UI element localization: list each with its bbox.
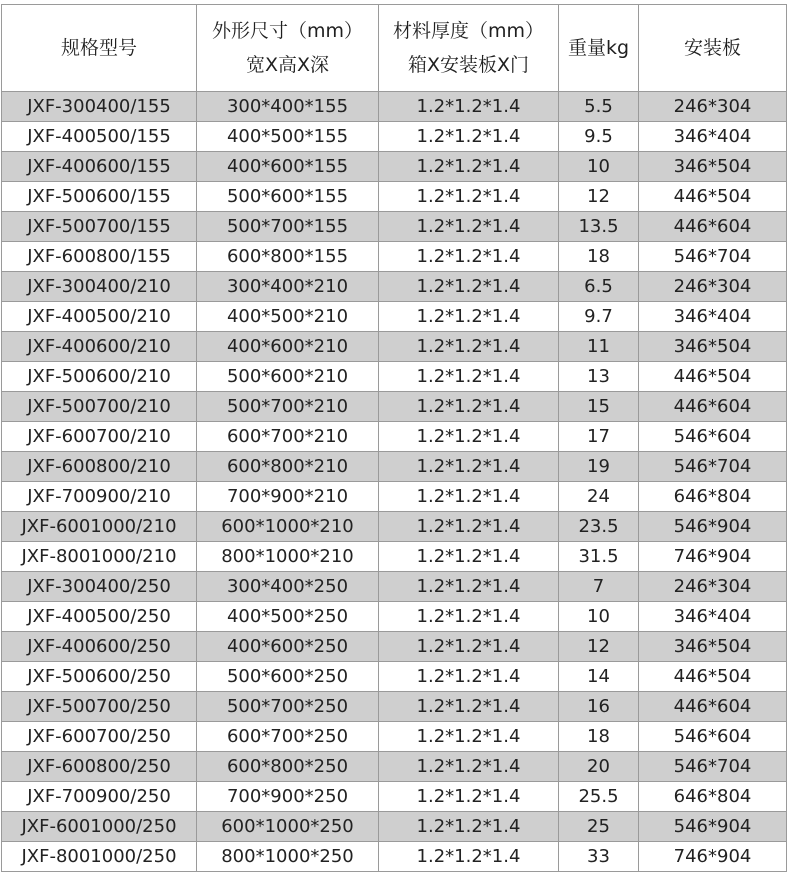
spec-table <box>1 4 787 872</box>
cell-model: JXF-600800/155 <box>2 242 197 272</box>
cell-plate: 446*504 <box>639 662 787 692</box>
table-row <box>2 632 787 662</box>
table-row <box>2 122 787 152</box>
cell-model: JXF-400500/155 <box>2 122 197 152</box>
cell-plate: 446*604 <box>639 212 787 242</box>
cell-size: 500*600*250 <box>197 662 379 692</box>
cell-model: JXF-500700/155 <box>2 212 197 242</box>
cell-weight: 24 <box>559 482 639 512</box>
cell-weight: 18 <box>559 722 639 752</box>
cell-plate: 346*404 <box>639 602 787 632</box>
cell-weight: 15 <box>559 392 639 422</box>
table-header <box>2 5 787 92</box>
cell-size: 600*800*210 <box>197 452 379 482</box>
cell-weight: 11 <box>559 332 639 362</box>
cell-plate: 346*504 <box>639 332 787 362</box>
cell-plate: 546*604 <box>639 422 787 452</box>
cell-thickness: 1.2*1.2*1.4 <box>379 362 559 392</box>
cell-plate: 346*504 <box>639 152 787 182</box>
cell-plate: 446*604 <box>639 392 787 422</box>
cell-thickness: 1.2*1.2*1.4 <box>379 602 559 632</box>
cell-plate: 546*704 <box>639 452 787 482</box>
cell-plate: 546*604 <box>639 722 787 752</box>
cell-weight: 19 <box>559 452 639 482</box>
cell-weight: 31.5 <box>559 542 639 572</box>
table-row <box>2 542 787 572</box>
cell-model: JXF-6001000/250 <box>2 812 197 842</box>
cell-size: 600*800*250 <box>197 752 379 782</box>
cell-plate: 346*404 <box>639 302 787 332</box>
cell-plate: 646*804 <box>639 482 787 512</box>
cell-plate: 746*904 <box>639 542 787 572</box>
table-row <box>2 482 787 512</box>
cell-size: 400*500*155 <box>197 122 379 152</box>
table-row <box>2 662 787 692</box>
cell-model: JXF-400600/155 <box>2 152 197 182</box>
cell-size: 600*700*250 <box>197 722 379 752</box>
table-row <box>2 512 787 542</box>
cell-thickness: 1.2*1.2*1.4 <box>379 122 559 152</box>
cell-size: 500*600*155 <box>197 182 379 212</box>
cell-weight: 6.5 <box>559 272 639 302</box>
cell-thickness: 1.2*1.2*1.4 <box>379 452 559 482</box>
cell-model: JXF-400500/250 <box>2 602 197 632</box>
cell-model: JXF-500700/250 <box>2 692 197 722</box>
cell-plate: 546*704 <box>639 242 787 272</box>
cell-plate: 546*904 <box>639 512 787 542</box>
cell-model: JXF-500600/155 <box>2 182 197 212</box>
cell-model: JXF-8001000/250 <box>2 842 197 872</box>
cell-thickness: 1.2*1.2*1.4 <box>379 152 559 182</box>
cell-thickness: 1.2*1.2*1.4 <box>379 482 559 512</box>
cell-size: 300*400*155 <box>197 92 379 122</box>
cell-thickness: 1.2*1.2*1.4 <box>379 782 559 812</box>
header-plate: 安装板 <box>639 5 787 92</box>
cell-weight: 16 <box>559 692 639 722</box>
table-row <box>2 302 787 332</box>
cell-size: 500*600*210 <box>197 362 379 392</box>
cell-thickness: 1.2*1.2*1.4 <box>379 272 559 302</box>
cell-weight: 7 <box>559 572 639 602</box>
cell-plate: 246*304 <box>639 572 787 602</box>
cell-size: 400*600*155 <box>197 152 379 182</box>
cell-thickness: 1.2*1.2*1.4 <box>379 332 559 362</box>
header-size-line2: 宽X高X深 <box>245 54 330 76</box>
cell-thickness: 1.2*1.2*1.4 <box>379 542 559 572</box>
cell-size: 300*400*210 <box>197 272 379 302</box>
cell-model: JXF-400600/210 <box>2 332 197 362</box>
cell-size: 500*700*250 <box>197 692 379 722</box>
cell-model: JXF-600700/210 <box>2 422 197 452</box>
cell-thickness: 1.2*1.2*1.4 <box>379 212 559 242</box>
cell-thickness: 1.2*1.2*1.4 <box>379 632 559 662</box>
cell-plate: 246*304 <box>639 92 787 122</box>
header-size <box>197 5 379 92</box>
cell-thickness: 1.2*1.2*1.4 <box>379 512 559 542</box>
cell-size: 300*400*250 <box>197 572 379 602</box>
cell-size: 700*900*250 <box>197 782 379 812</box>
cell-plate: 546*904 <box>639 812 787 842</box>
header-thickness <box>379 5 559 92</box>
cell-model: JXF-400500/210 <box>2 302 197 332</box>
table-row <box>2 362 787 392</box>
cell-thickness: 1.2*1.2*1.4 <box>379 722 559 752</box>
cell-size: 700*900*210 <box>197 482 379 512</box>
cell-thickness: 1.2*1.2*1.4 <box>379 392 559 422</box>
cell-plate: 446*504 <box>639 362 787 392</box>
cell-plate: 646*804 <box>639 782 787 812</box>
cell-weight: 20 <box>559 752 639 782</box>
cell-weight: 25.5 <box>559 782 639 812</box>
cell-thickness: 1.2*1.2*1.4 <box>379 752 559 782</box>
table-row <box>2 722 787 752</box>
table-body <box>2 92 787 872</box>
cell-size: 500*700*155 <box>197 212 379 242</box>
cell-model: JXF-500700/210 <box>2 392 197 422</box>
cell-model: JXF-700900/210 <box>2 482 197 512</box>
table-row <box>2 242 787 272</box>
cell-weight: 25 <box>559 812 639 842</box>
cell-thickness: 1.2*1.2*1.4 <box>379 812 559 842</box>
cell-model: JXF-300400/155 <box>2 92 197 122</box>
header-model: 规格型号 <box>2 5 197 92</box>
cell-weight: 12 <box>559 182 639 212</box>
cell-model: JXF-700900/250 <box>2 782 197 812</box>
cell-model: JXF-500600/210 <box>2 362 197 392</box>
header-row <box>2 5 787 92</box>
cell-weight: 9.7 <box>559 302 639 332</box>
cell-weight: 17 <box>559 422 639 452</box>
header-weight: 重量kg <box>559 5 639 92</box>
table-row <box>2 572 787 602</box>
table-row <box>2 92 787 122</box>
cell-weight: 13 <box>559 362 639 392</box>
cell-thickness: 1.2*1.2*1.4 <box>379 662 559 692</box>
cell-thickness: 1.2*1.2*1.4 <box>379 572 559 602</box>
cell-weight: 33 <box>559 842 639 872</box>
cell-size: 400*600*250 <box>197 632 379 662</box>
cell-thickness: 1.2*1.2*1.4 <box>379 302 559 332</box>
cell-size: 400*500*210 <box>197 302 379 332</box>
cell-weight: 23.5 <box>559 512 639 542</box>
cell-model: JXF-500600/250 <box>2 662 197 692</box>
cell-plate: 346*404 <box>639 122 787 152</box>
cell-plate: 346*504 <box>639 632 787 662</box>
cell-weight: 5.5 <box>559 92 639 122</box>
cell-size: 800*1000*210 <box>197 542 379 572</box>
cell-weight: 12 <box>559 632 639 662</box>
table-row <box>2 602 787 632</box>
cell-thickness: 1.2*1.2*1.4 <box>379 422 559 452</box>
cell-size: 500*700*210 <box>197 392 379 422</box>
cell-model: JXF-300400/250 <box>2 572 197 602</box>
table-row <box>2 212 787 242</box>
cell-plate: 446*504 <box>639 182 787 212</box>
table-row <box>2 842 787 872</box>
cell-model: JXF-8001000/210 <box>2 542 197 572</box>
cell-thickness: 1.2*1.2*1.4 <box>379 242 559 272</box>
table-row <box>2 152 787 182</box>
cell-weight: 18 <box>559 242 639 272</box>
cell-thickness: 1.2*1.2*1.4 <box>379 92 559 122</box>
cell-size: 800*1000*250 <box>197 842 379 872</box>
table-row <box>2 782 787 812</box>
cell-model: JXF-600700/250 <box>2 722 197 752</box>
table-row <box>2 272 787 302</box>
cell-size: 600*1000*210 <box>197 512 379 542</box>
cell-plate: 546*704 <box>639 752 787 782</box>
cell-plate: 246*304 <box>639 272 787 302</box>
cell-model: JXF-600800/210 <box>2 452 197 482</box>
cell-model: JXF-6001000/210 <box>2 512 197 542</box>
cell-size: 400*600*210 <box>197 332 379 362</box>
cell-thickness: 1.2*1.2*1.4 <box>379 842 559 872</box>
table-row <box>2 812 787 842</box>
table-row <box>2 332 787 362</box>
table-row <box>2 422 787 452</box>
header-thickness-line1: 材料厚度（mm） <box>392 20 545 42</box>
cell-thickness: 1.2*1.2*1.4 <box>379 182 559 212</box>
table-row <box>2 452 787 482</box>
cell-weight: 13.5 <box>559 212 639 242</box>
cell-size: 600*1000*250 <box>197 812 379 842</box>
cell-model: JXF-300400/210 <box>2 272 197 302</box>
cell-thickness: 1.2*1.2*1.4 <box>379 692 559 722</box>
cell-model: JXF-600800/250 <box>2 752 197 782</box>
table-row <box>2 392 787 422</box>
cell-weight: 9.5 <box>559 122 639 152</box>
header-thickness-line2: 箱X安装板X门 <box>407 54 530 76</box>
cell-model: JXF-400600/250 <box>2 632 197 662</box>
table-row <box>2 692 787 722</box>
cell-weight: 10 <box>559 152 639 182</box>
cell-weight: 10 <box>559 602 639 632</box>
cell-size: 600*700*210 <box>197 422 379 452</box>
table-row <box>2 752 787 782</box>
cell-weight: 14 <box>559 662 639 692</box>
header-size-line1: 外形尺寸（mm） <box>211 20 364 42</box>
cell-plate: 746*904 <box>639 842 787 872</box>
cell-size: 400*500*250 <box>197 602 379 632</box>
cell-plate: 446*604 <box>639 692 787 722</box>
table-row <box>2 182 787 212</box>
cell-size: 600*800*155 <box>197 242 379 272</box>
